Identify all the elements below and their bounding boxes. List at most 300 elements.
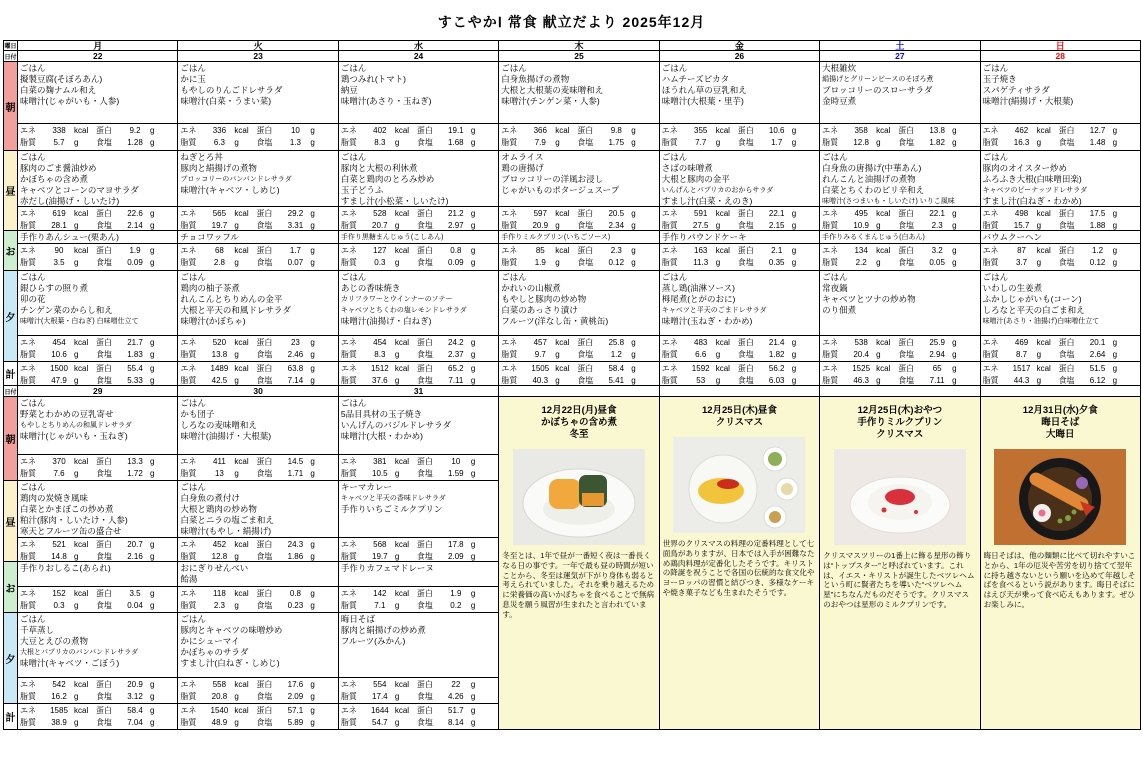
nutrition-label: エネ: [822, 126, 839, 135]
nutrition-line: [822, 220, 979, 231]
lunch-menu-w1: [820, 151, 980, 207]
daily-total-w2: [178, 704, 338, 730]
nutrition-unit: g: [150, 364, 155, 373]
nutrition-value: 2.3: [610, 246, 622, 255]
nutrition-value: 7.9: [534, 138, 546, 147]
nutrition-label: 蛋白: [96, 680, 112, 689]
nutrition-line: [662, 375, 819, 386]
menu-item: 豚肉のごま醤油炒め: [20, 163, 97, 173]
nutrition-unit: kcal: [394, 457, 410, 466]
special-event-title-line: 晦日そば: [1041, 417, 1080, 428]
nutrition-label: エネ: [180, 706, 197, 715]
nutrition-value: 1512: [370, 364, 389, 373]
nutrition-unit: g: [310, 552, 315, 561]
nutrition-label: 脂質: [20, 376, 36, 385]
nutrition-unit: g: [952, 258, 957, 267]
nutrition-label: 食塩: [256, 552, 273, 561]
nutrition-unit: g: [470, 258, 476, 267]
nutrition-label: 脂質: [180, 350, 197, 359]
nutrition-value: 1.86: [287, 552, 304, 561]
nutrition-label: 食塩: [416, 718, 433, 727]
menu-item: ほうれん草の豆乳和え: [661, 85, 747, 95]
menu-item: 常夜鍋: [822, 283, 848, 293]
nutrition-label: 蛋白: [577, 126, 594, 135]
nutrition-label: エネ: [340, 338, 357, 347]
nutrition-unit: kcal: [74, 540, 89, 549]
nutrition-label: 脂質: [20, 718, 36, 727]
nutrition-unit: kcal: [234, 589, 249, 598]
breakfast-nutrition-w1: [178, 124, 338, 151]
nutrition-label: 食塩: [737, 350, 754, 359]
nutrition-value: 17.5: [1089, 209, 1106, 218]
nutrition-line: [822, 137, 979, 149]
menu-table: [3, 40, 1141, 730]
menu-item: ごはん: [982, 272, 1009, 282]
nutrition-unit: g: [470, 209, 476, 218]
nutrition-value: 19.1: [448, 126, 464, 135]
nutrition-label: 蛋白: [416, 540, 433, 549]
nutrition-unit: g: [394, 692, 400, 701]
nutrition-label: エネ: [180, 457, 197, 466]
nutrition-value: 6.12: [1089, 376, 1106, 385]
nutrition-unit: kcal: [74, 457, 89, 466]
nutrition-value: 13: [214, 469, 224, 478]
christmas-plate-photo: [673, 437, 805, 533]
menu-item: おにぎりせんべい: [180, 563, 249, 573]
nutrition-value: 554: [373, 680, 387, 689]
snack-menu-w1: [820, 231, 980, 244]
snack-nutrition-w2: [178, 587, 338, 613]
nutrition-line: [501, 208, 658, 220]
nutrition-value: 56.2: [768, 364, 785, 373]
nutrition-value: 15.7: [1013, 221, 1030, 230]
nutrition-unit: g: [876, 258, 881, 267]
menu-item: 手作りカフェマドレーヌ: [340, 563, 434, 573]
menu-item: 玉子どうふ: [340, 185, 384, 195]
nutrition-unit: g: [470, 540, 476, 549]
nutrition-label: エネ: [661, 209, 678, 218]
menu-item: 大豆とえびの煮物: [20, 636, 89, 646]
nutrition-value: 19.7: [211, 221, 228, 230]
menu-item: 擬製豆腐(そぼろあん): [20, 74, 103, 84]
nutrition-line: [983, 363, 1140, 375]
breakfast-menu-w1: [660, 62, 820, 124]
menu-item: 味噌汁(あさり・油揚げ)白味噌仕立て: [982, 318, 1100, 325]
nutrition-value: 13.8: [929, 126, 945, 135]
nutrition-line: [501, 363, 658, 375]
nutrition-label: 脂質: [982, 258, 999, 267]
nutrition-value: 597: [533, 209, 547, 218]
nutrition-unit: g: [310, 540, 315, 549]
nutrition-unit: kcal: [715, 209, 730, 218]
nutrition-label: 食塩: [416, 138, 433, 147]
daily-total-w1: [18, 362, 178, 386]
dinner-nutrition-w1: [339, 336, 499, 362]
nutrition-unit: g: [394, 469, 400, 478]
nutrition-unit: kcal: [876, 246, 891, 255]
nutrition-unit: g: [310, 589, 315, 598]
menu-item: ごはん: [20, 152, 46, 162]
nutrition-unit: g: [150, 338, 155, 347]
dinner-nutrition-w1: [820, 336, 980, 362]
special-event-title-line: 12月25日(木)昼食: [701, 405, 777, 416]
nutrition-line: [662, 363, 819, 375]
nutrition-line: [341, 539, 498, 551]
nutrition-value: 7.1: [374, 601, 386, 610]
nutrition-line: [983, 220, 1140, 231]
nutrition-label: 蛋白: [898, 364, 915, 373]
nutrition-unit: g: [234, 138, 239, 147]
breakfast-menu-w2: [339, 397, 499, 455]
nutrition-value: 10: [290, 126, 300, 135]
nutrition-value: 0.8: [450, 246, 462, 255]
nutrition-value: 338: [52, 126, 66, 135]
date-week2: 31: [339, 386, 499, 397]
nutrition-line: [822, 208, 979, 220]
nutrition-label: 蛋白: [96, 706, 112, 715]
breakfast-menu-w1: [820, 62, 980, 124]
nutrition-unit: kcal: [876, 209, 891, 218]
menu-item: 玉子焼き: [982, 74, 1017, 84]
nutrition-value: 1.3: [289, 138, 301, 147]
nutrition-label: 食塩: [416, 552, 433, 561]
nutrition-value: 37.6: [372, 376, 388, 385]
nutrition-value: 38.9: [51, 718, 67, 727]
nutrition-value: 42.5: [211, 376, 228, 385]
menu-item: 豚肉とキャベツの味噌炒め: [180, 625, 283, 635]
nutrition-unit: g: [74, 601, 79, 610]
lunch-nutrition-w1: [820, 207, 980, 231]
nutrition-label: エネ: [20, 126, 36, 135]
nutrition-value: 0.09: [127, 258, 143, 267]
nutrition-label: 食塩: [256, 376, 273, 385]
nutrition-value: 10: [451, 457, 461, 466]
nutrition-label: エネ: [180, 338, 197, 347]
nutrition-unit: kcal: [555, 209, 570, 218]
nutrition-line: [983, 349, 1140, 361]
nutrition-value: 10.9: [853, 221, 869, 230]
menu-item: 鶏肉の炭焼き風味: [20, 493, 89, 503]
nutrition-value: 20.8: [211, 692, 228, 701]
nutrition-unit: g: [310, 138, 315, 147]
breakfast-nutrition-w1: [18, 124, 178, 151]
nutrition-unit: kcal: [234, 706, 249, 715]
day-header-5: 金: [660, 41, 820, 51]
nutrition-line: [662, 245, 819, 257]
menu-item: 大根とパプリカのバンバンドレサラダ: [20, 649, 139, 656]
menu-item: チョコワッフル: [180, 232, 239, 242]
nutrition-unit: g: [715, 350, 721, 359]
nutrition-label: 蛋白: [1058, 126, 1075, 135]
nutrition-label: 食塩: [577, 221, 594, 230]
nutrition-line: [20, 600, 177, 612]
nutrition-value: 1.82: [929, 138, 945, 147]
nutrition-label: 脂質: [982, 350, 999, 359]
breakfast-nutrition-w1: [981, 124, 1141, 151]
nutrition-label: エネ: [982, 126, 999, 135]
menu-item: ハムチーズピカタ: [661, 74, 730, 84]
nutrition-line: [180, 349, 337, 361]
nutrition-unit: g: [150, 706, 155, 715]
nutrition-label: エネ: [661, 338, 678, 347]
menu-item: オムライス: [501, 152, 544, 162]
dinner-nutrition-w2: [178, 678, 338, 704]
nutrition-label: 蛋白: [898, 126, 915, 135]
date-week1: 23: [178, 51, 338, 62]
nutrition-value: 85: [535, 246, 545, 255]
nutrition-unit: g: [310, 718, 315, 727]
nutrition-line: [20, 125, 177, 137]
nutrition-value: 495: [854, 209, 868, 218]
nutrition-value: 1.82: [768, 350, 785, 359]
daily-total-w1: [660, 362, 820, 386]
nutrition-value: 25.8: [608, 338, 625, 347]
nutrition-value: 0.04: [127, 601, 143, 610]
special-event-box: [660, 397, 820, 730]
nutrition-label: エネ: [180, 680, 197, 689]
nutrition-value: 0.2: [450, 601, 462, 610]
nutrition-value: 22.6: [127, 209, 143, 218]
menu-item: バウムクーヘン: [982, 232, 1042, 242]
page-title: すこやかⅠ 常食 献立だより 2025年12月: [437, 14, 706, 30]
dinner-menu-w2: [178, 613, 338, 678]
nutrition-unit: g: [234, 258, 239, 267]
nutrition-unit: g: [470, 221, 476, 230]
date-week1: 22: [18, 51, 178, 62]
nutrition-line: [180, 600, 337, 612]
nutrition-label: エネ: [340, 706, 357, 715]
menu-item: 大根と鶏肉の炒め物: [180, 504, 257, 514]
special-event-title-line: 12月31日(水)夕食: [1022, 405, 1098, 416]
nutrition-unit: g: [150, 469, 155, 478]
nutrition-unit: g: [150, 138, 155, 147]
nutrition-unit: g: [234, 601, 239, 610]
menu-item: 栂尾煮(とがのおに): [661, 294, 736, 304]
nutrition-value: 7.11: [929, 376, 945, 385]
special-event-title-line: 12月22日(月)昼食: [541, 405, 617, 416]
nutrition-value: 16.2: [51, 692, 67, 701]
day-header-6: 土: [820, 41, 980, 51]
nutrition-unit: g: [876, 350, 881, 359]
nutrition-unit: g: [952, 246, 957, 255]
nutrition-label: エネ: [982, 364, 999, 373]
nutrition-value: 370: [52, 457, 66, 466]
nutrition-unit: g: [631, 138, 636, 147]
breakfast-nutrition-w2: [178, 455, 338, 481]
nutrition-label: 蛋白: [256, 706, 273, 715]
nutrition-unit: kcal: [1036, 209, 1051, 218]
nutrition-unit: g: [1036, 138, 1042, 147]
nutrition-unit: kcal: [394, 209, 410, 218]
nutrition-value: 411: [213, 457, 226, 466]
nutrition-label: エネ: [661, 364, 678, 373]
soba-bowl-photo: [994, 449, 1126, 545]
nutrition-value: 462: [1014, 126, 1029, 135]
snack-nutrition-w2: [18, 587, 178, 613]
nutrition-value: 2.64: [1089, 350, 1106, 359]
nutrition-line: [20, 588, 177, 600]
nutrition-line: [341, 600, 498, 612]
row-label-dinner-w1: 夕: [4, 271, 18, 362]
nutrition-unit: kcal: [394, 126, 410, 135]
special-event-box: [820, 397, 980, 730]
nutrition-label: 食塩: [416, 258, 433, 267]
nutrition-value: 336: [212, 126, 227, 135]
nutrition-value: 1.9: [129, 246, 141, 255]
nutrition-label: 脂質: [20, 601, 36, 610]
nutrition-line: [662, 257, 819, 269]
nutrition-unit: kcal: [74, 680, 89, 689]
nutrition-value: 565: [212, 209, 227, 218]
menu-item: 味噌汁(キャベツ・ごぼう): [20, 658, 120, 668]
nutrition-unit: g: [1112, 221, 1118, 230]
dinner-menu-w1: [499, 271, 659, 336]
nutrition-value: 127: [373, 246, 387, 255]
nutrition-value: 402: [373, 126, 387, 135]
nutrition-value: 24.3: [287, 540, 304, 549]
nutrition-unit: g: [715, 221, 721, 230]
nutrition-value: 3.5: [129, 589, 141, 598]
nutrition-unit: kcal: [74, 364, 89, 373]
nutrition-label: 脂質: [180, 469, 197, 478]
nutrition-label: エネ: [982, 246, 999, 255]
breakfast-nutrition-w1: [820, 124, 980, 151]
nutrition-unit: kcal: [715, 126, 730, 135]
nutrition-line: [341, 349, 498, 361]
nutrition-label: 蛋白: [1058, 364, 1075, 373]
menu-item: 白菜とニラの塩ごま和え: [180, 515, 274, 525]
menu-item: キーマカレー: [340, 482, 392, 492]
nutrition-label: エネ: [340, 540, 357, 549]
special-event-title: [541, 405, 617, 441]
nutrition-value: 1500: [50, 364, 68, 373]
nutrition-label: 蛋白: [96, 457, 112, 466]
nutrition-unit: g: [952, 138, 957, 147]
breakfast-menu-w1: [981, 62, 1141, 124]
nutrition-label: 蛋白: [256, 126, 273, 135]
nutrition-unit: g: [310, 364, 315, 373]
nutrition-unit: kcal: [1036, 246, 1051, 255]
nutrition-label: 食塩: [96, 350, 112, 359]
special-event-title: [857, 405, 942, 441]
nutrition-unit: g: [150, 376, 155, 385]
menu-item: 金時豆煮: [822, 96, 857, 106]
nutrition-unit: g: [876, 221, 881, 230]
nutrition-label: 食塩: [96, 258, 112, 267]
nutrition-unit: g: [150, 350, 155, 359]
nutrition-value: 8.14: [448, 718, 464, 727]
nutrition-label: 食塩: [416, 692, 433, 701]
menu-item: 鶏の唐揚げ: [501, 163, 544, 173]
nutrition-label: 脂質: [340, 221, 357, 230]
nutrition-value: 152: [52, 589, 66, 598]
nutrition-unit: g: [791, 350, 797, 359]
nutrition-value: 163: [694, 246, 708, 255]
nutrition-line: [501, 375, 658, 386]
menu-item: 白菜と鶏肉のとろみ炒め: [340, 174, 435, 184]
nutrition-unit: g: [470, 552, 476, 561]
nutrition-unit: kcal: [394, 540, 410, 549]
nutrition-value: 87: [1017, 246, 1027, 255]
snack-nutrition-w1: [18, 244, 178, 271]
nutrition-unit: g: [150, 692, 155, 701]
nutrition-value: 11.3: [693, 258, 709, 267]
nutrition-label: 脂質: [340, 718, 357, 727]
lunch-nutrition-w1: [18, 207, 178, 231]
nutrition-unit: g: [1112, 138, 1118, 147]
nutrition-value: 452: [212, 540, 227, 549]
nutrition-value: 1.68: [448, 138, 464, 147]
snack-nutrition-w1: [178, 244, 338, 271]
lunch-menu-w1: [660, 151, 820, 207]
nutrition-value: 6.6: [695, 350, 707, 359]
nutrition-line: [180, 588, 337, 600]
nutrition-unit: g: [394, 221, 400, 230]
nutrition-unit: g: [1112, 364, 1118, 373]
nutrition-unit: g: [470, 138, 476, 147]
nutrition-label: 脂質: [340, 469, 357, 478]
menu-item: ごはん: [180, 614, 206, 624]
nutrition-label: エネ: [501, 126, 518, 135]
nutrition-line: [180, 137, 337, 149]
nutrition-label: 脂質: [822, 258, 839, 267]
menu-item: 白身魚の唐揚げ(中華あん): [822, 163, 922, 173]
dinner-menu-w1: [660, 271, 820, 336]
nutrition-label: 蛋白: [737, 364, 754, 373]
nutrition-value: 1.75: [608, 138, 625, 147]
menu-item: ごはん: [340, 398, 367, 408]
nutrition-value: 55.4: [127, 364, 143, 373]
menu-item: フルーツ(洋なし缶・黄桃缶): [501, 316, 609, 326]
nutrition-unit: g: [470, 338, 476, 347]
nutrition-label: エネ: [501, 246, 518, 255]
milk-pudding-photo: [834, 449, 966, 545]
special-event-title-line: 12月25日(木)おやつ: [857, 405, 943, 416]
nutrition-line: [20, 363, 177, 375]
nutrition-unit: g: [394, 258, 400, 267]
menu-item: キャベツとツナの炒め物: [822, 294, 916, 304]
nutrition-value: 538: [854, 338, 868, 347]
lunch-menu-w1: [339, 151, 499, 207]
row-label-breakfast-w2: 朝: [4, 397, 18, 481]
nutrition-label: 食塩: [256, 350, 273, 359]
nutrition-label: 蛋白: [577, 246, 594, 255]
menu-item: ごはん: [180, 482, 206, 492]
nutrition-value: 10.6: [51, 350, 67, 359]
nutrition-value: 29.2: [287, 209, 304, 218]
special-event-description: 冬至とは、1年で昼が一番短く夜は一番長くなる日の事です。一年で最も昼の時間が短いことから、冬至は運気が下がり身体も弱ると考えられていました。それを乗り越えるために栄養価の高いかぼちゃを食べることで無病息災を願う風習が生まれたと言われています。: [502, 551, 655, 619]
nutrition-line: [822, 349, 979, 361]
breakfast-nutrition-w2: [339, 455, 499, 481]
nutrition-unit: g: [470, 601, 476, 610]
nutrition-unit: g: [394, 350, 400, 359]
nutrition-unit: g: [74, 376, 79, 385]
nutrition-label: エネ: [340, 589, 357, 598]
menu-item: キャベツとコーンのマヨサラダ: [20, 185, 139, 195]
nutrition-unit: g: [631, 350, 636, 359]
nutrition-unit: g: [150, 126, 155, 135]
nutrition-unit: g: [310, 376, 315, 385]
nutrition-value: 2.94: [929, 350, 945, 359]
nutrition-value: 0.23: [287, 601, 304, 610]
nutrition-value: 63.8: [287, 364, 304, 373]
lunch-menu-w1: [499, 151, 659, 207]
nutrition-value: 5.89: [287, 718, 304, 727]
nutrition-unit: g: [631, 364, 636, 373]
nutrition-line: [822, 375, 979, 386]
nutrition-unit: g: [74, 221, 79, 230]
nutrition-label: エネ: [180, 540, 197, 549]
